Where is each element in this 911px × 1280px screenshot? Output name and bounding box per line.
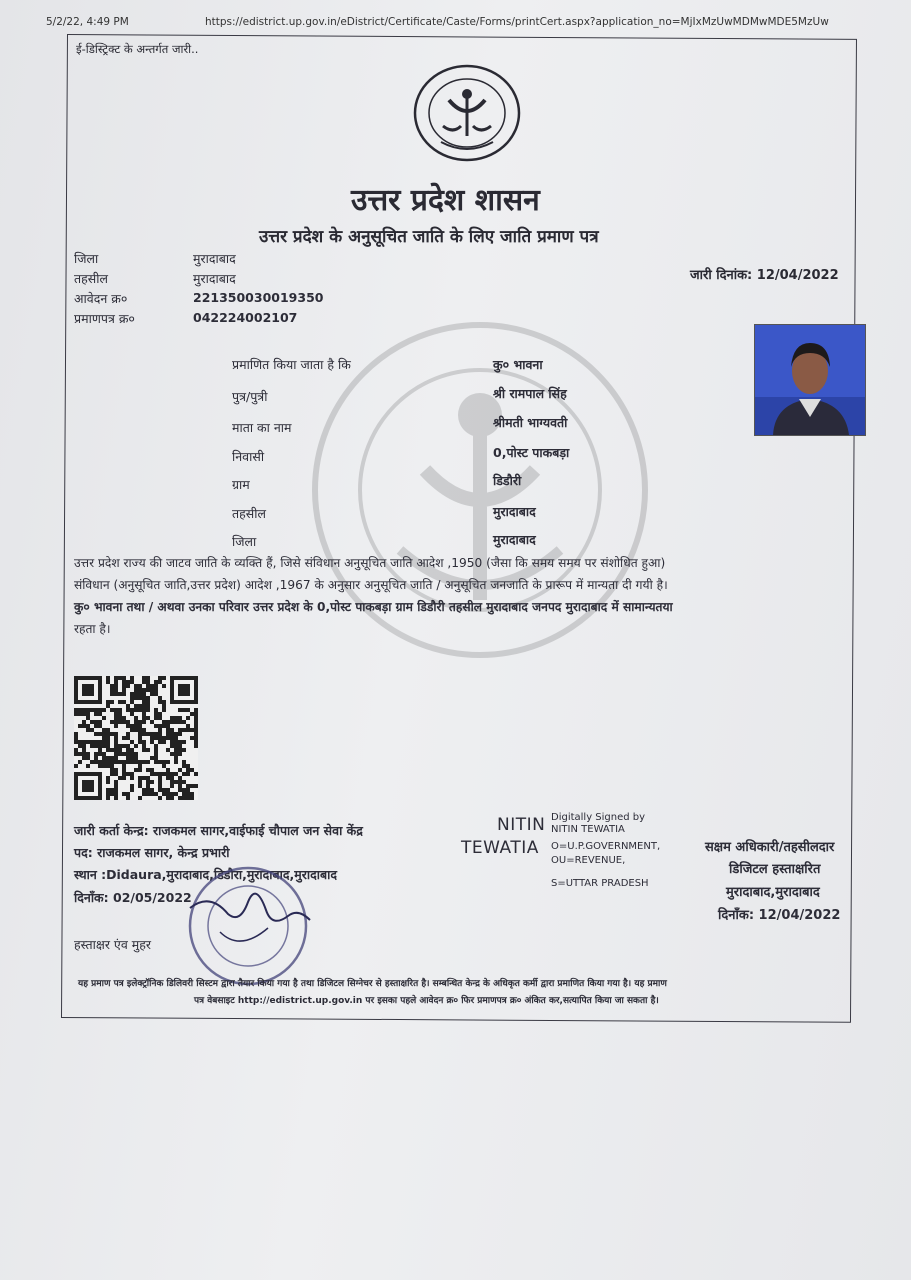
detail-label-mother: माता का नाम [232,420,292,435]
detail-label-son-daughter: पुत्र/पुत्री [232,389,268,404]
applicant-photo [754,324,866,436]
signature-line: S=UTTAR PRADESH [551,878,649,889]
signature-line: Digitally Signed by [551,812,646,823]
print-timestamp: 5/2/22, 4:49 PM [46,16,129,28]
up-government-seal-icon [413,64,521,162]
body-line: रहता है। [74,622,111,636]
signature-line: OU=REVENUE, [551,855,626,866]
signer-name-line2: TEWATIA [461,838,539,858]
detail-value-father: श्री रामपाल सिंह [493,386,567,401]
detail-label-district: जिला [232,534,257,549]
issuer-center: जारी कर्ता केन्द्र: राजकमल सागर,वाईफाई चौपाल जन सेवा केंद्र [74,823,363,838]
footer-line: यह प्रमाण पत्र इलेक्ट्रॉनिक डिलिवरी सिस्टम द्वारा तैयार किया गया है तथा डिजिटल सिग्नेचर से हस्ताक्षरित है। सम्बन्धित केन्द्र के अधिकृत कर्मी द्वारा प्रमाणित किया गया है। यह प्रमाण [78,979,667,989]
signature-line: NITIN TEWATIA [551,824,625,835]
detail-value-district: मुरादाबाद [493,532,536,547]
government-title: उत्तर प्रदेश शासन [351,183,540,218]
field-label-tehsil: तहसील [74,271,108,286]
signature-seal-label: हस्ताक्षर एंव मुहर [74,937,151,952]
qr-code-icon [74,676,198,800]
field-value-district: मुरादाबाद [193,251,236,266]
issued-under-note: ई-डिस्ट्रिक्ट के अन्तर्गत जारी.. [76,42,199,56]
certificate-body [74,552,874,640]
detail-label-tehsil: तहसील [232,506,266,521]
issuer-place: स्थान :Didaura,मुरादाबाद,डिडौरा,मुरादाबाद,मुरादाबाद [74,867,337,882]
detail-value-mother: श्रीमती भाग्यवती [493,415,568,430]
applicant-portrait-icon [755,325,865,435]
watermark-emblem-icon [305,300,655,700]
field-value-tehsil: मुरादाबाद [193,271,236,286]
issuer-post: पद: राजकमल सागर, केन्द्र प्रभारी [74,845,230,860]
official-stamp-icon [170,862,320,990]
authority-location: मुरादाबाद,मुरादाबाद [726,885,820,900]
signature-line: O=U.P.GOVERNMENT, [551,841,661,852]
detail-label-resident: निवासी [232,449,265,464]
authority-date: दिनाँक: 12/04/2022 [718,908,841,923]
detail-label-certified: प्रमाणित किया जाता है कि [232,357,351,372]
field-value-certificate-no: 042224002107 [193,310,298,325]
authority-designation: सक्षम अधिकारी/तहसीलदार [705,840,835,855]
field-label-certificate-no: प्रमाणपत्र क्र० [74,311,135,326]
field-label-application-no: आवेदन क्र० [74,291,128,306]
footer-line: पत्र वेबसाइट http://edistrict.up.gov.in पर इसका पहले आवेदन क्र० फिर प्रमाणपत्र क्र० अंकित कर,सत्यापित किया जा सकता है। [194,996,659,1006]
signer-name-line1: NITIN [497,815,546,835]
authority-signed: डिजिटल हस्ताक्षरित [729,862,821,877]
detail-value-resident: 0,पोस्ट पाकबड़ा [493,445,570,460]
issue-date: जारी दिनांक: 12/04/2022 [690,268,839,283]
detail-value-tehsil: मुरादाबाद [493,504,536,519]
body-line: कु० भावना तथा / अथवा उनका परिवार उत्तर प्रदेश के 0,पोस्ट पाकबड़ा ग्राम डिडौरी तहसील मुरादाबाद जनपद मुरादाबाद में सामान्यतया [74,600,673,614]
field-value-application-no: 221350030019350 [193,290,324,305]
print-url: https://edistrict.up.gov.in/eDistrict/Certificate/Caste/Forms/printCert.aspx?application_no=MjIxMzUwMDMwMDE5MzUw [205,16,829,28]
detail-label-village: ग्राम [232,477,250,492]
issuer-date: दिनाँक: 02/05/2022 [74,890,192,905]
body-line: संविधान (अनुसूचित जाति,उत्तर प्रदेश) आदेश ,1967 के अनुसार अनुसूचित जाति / अनुसूचित जनजाति के प्रारूप में मान्यता दी गयी है। [74,578,668,592]
certificate-title: उत्तर प्रदेश के अनुसूचित जाति के लिए जाति प्रमाण पत्र [259,227,599,247]
body-line: उत्तर प्रदेश राज्य की जाटव जाति के व्यक्ति हैं, जिसे संविधान अनुसूचित जाति आदेश ,1950 (जैसा कि समय समय पर संशोधित हुआ) [74,556,666,570]
field-label-district: जिला [74,251,99,266]
detail-value-village: डिडौरी [493,473,522,488]
detail-value-name: कु० भावना [493,357,543,372]
